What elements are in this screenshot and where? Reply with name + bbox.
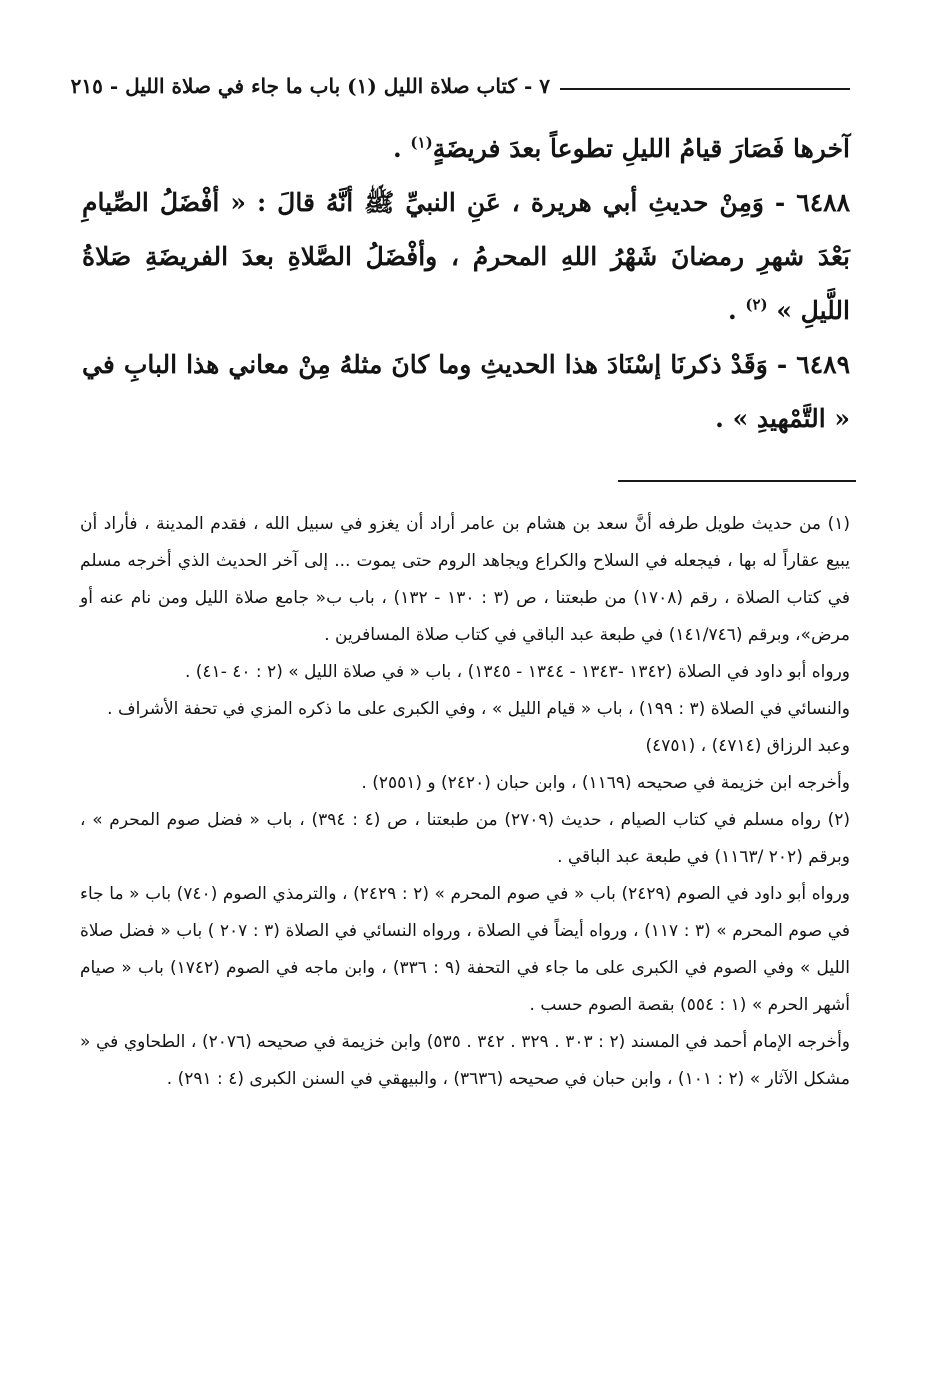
paragraph-end: . xyxy=(727,296,746,325)
paragraph-end: . xyxy=(393,134,411,163)
footnote-separator xyxy=(618,480,856,482)
footnote-ref-2: (٢) xyxy=(745,295,768,314)
footnote-1-line: وأخرجه ابن خزيمة في صحيحه (١١٦٩) ، وابن حبان (٢٤٢٠) و (٢٥٥١) . xyxy=(361,773,850,793)
footnote-1: (١) من حديث طويل طرفه أنَّ سعد بن هشام بن عامر أراد أن يغزو في سبيل الله ، فقدم المدينة ، فأراد أن يبيع عقاراً له بها ، فيجعله في السلاح والكراع ويجاهد الروم حتى يموت ... إلى آخر الحديث الذي أخرجه مسلم في كتاب الصلاة ، رقم (١٧٠٨) من طبعتنا ، ص (٣ : ١٣٠ - ١٣٢) ، باب ب« جامع صلاة الليل ومن نام عنه أو مرض»، وبرقم (١٤١/٧٤٦) في طبعة عبد الباقي في كتاب صلاة المسافرين . xyxy=(80,514,850,645)
page-header xyxy=(70,72,850,112)
paragraph-6488 xyxy=(82,176,850,338)
footnotes xyxy=(80,506,850,1098)
paragraph-6489: ٦٤٨٩ - وَقَدْ ذكرنَا إسْنَادَ هذا الحديثِ وما كانَ مثلهُ مِنْ معاني هذا البابِ في « التَّمْهيدِ » . xyxy=(82,350,850,433)
main-text xyxy=(82,122,850,446)
footnote-2: (٢) رواه مسلم في كتاب الصيام ، حديث (٢٧٠٩) من طبعتنا ، ص (٤ : ٣٩٤) ، باب « فضل صوم المحرم » ، وبرقم (٢٠٢ /١١٦٣) في طبعة عبد الباقي . xyxy=(80,810,850,867)
paragraph-continuation xyxy=(82,122,850,176)
footnote-1-line: والنسائي في الصلاة (٣ : ١٩٩) ، باب « قيام الليل » ، وفي الكبرى على ما ذكره المزي في تحفة الأشراف . xyxy=(107,699,850,719)
footnote-1-line: وعبد الرزاق (٤٧١٤) ، (٤٧٥١) xyxy=(645,736,850,756)
footnote-1-line: ورواه أبو داود في الصلاة (١٣٤٢ -١٣٤٣ - ١٣٤٤ - ١٣٤٥) ، باب « في صلاة الليل » (٢ : ٤٠ -٤١) . xyxy=(184,662,850,682)
footnote-2-line: وأخرجه الإمام أحمد في المسند (٢ : ٣٠٣ . ٣٢٩ . ٣٤٢ . ٥٣٥) وابن خزيمة في صحيحه (٢٠٧٦) ، الطحاوي في « مشكل الآثار » (٢ : ١٠١) ، وابن حبان في صحيحه (٣٦٣٦) ، والبيهقي في السنن الكبرى (٤ : ٢٩١) . xyxy=(80,1032,850,1089)
running-title: ٧ - كتاب صلاة الليل (١) باب ما جاء في صلاة الليل - ٢١٥ xyxy=(70,74,550,98)
paragraph-text: ٦٤٨٨ - وَمِنْ حديثِ أبي هريرة ، عَنِ النبيِّ ﷺ أنَّهُ قالَ : « أفْضَلُ الصِّيامِ بَعْدَ شهرِ رمضانَ شَهْرُ اللهِ المحرمُ ، وأفْضَلُ الصَّلاةِ بعدَ الفريضَةِ صَلاةُ اللَّيلِ » xyxy=(82,188,850,325)
header-rule xyxy=(560,88,850,90)
paragraph-text: آخرها فَصَارَ قيامُ الليلِ تطوعاً بعدَ فريضَةٍ xyxy=(432,134,850,163)
footnote-2-line: ورواه أبو داود في الصوم (٢٤٢٩) باب « في صوم المحرم » (٢ : ٢٤٢٩) ، والترمذي الصوم (٧٤٠) باب « ما جاء في صوم المحرم » (٣ : ١١٧) ، ورواه أيضاً في الصلاة ، ورواه النسائي في الصلاة (٣ : ٢٠٧ ) باب « فضل صلاة الليل » وفي الصوم في الكبرى على ما جاء في التحفة (٩ : ٣٣٦) ، وابن ماجه في الصوم (١٧٤٢) باب « صيام أشهر الحرم » (١ : ٥٥٤) بقصة الصوم حسب . xyxy=(80,884,851,1015)
footnote-ref-1: (١) xyxy=(410,133,433,152)
